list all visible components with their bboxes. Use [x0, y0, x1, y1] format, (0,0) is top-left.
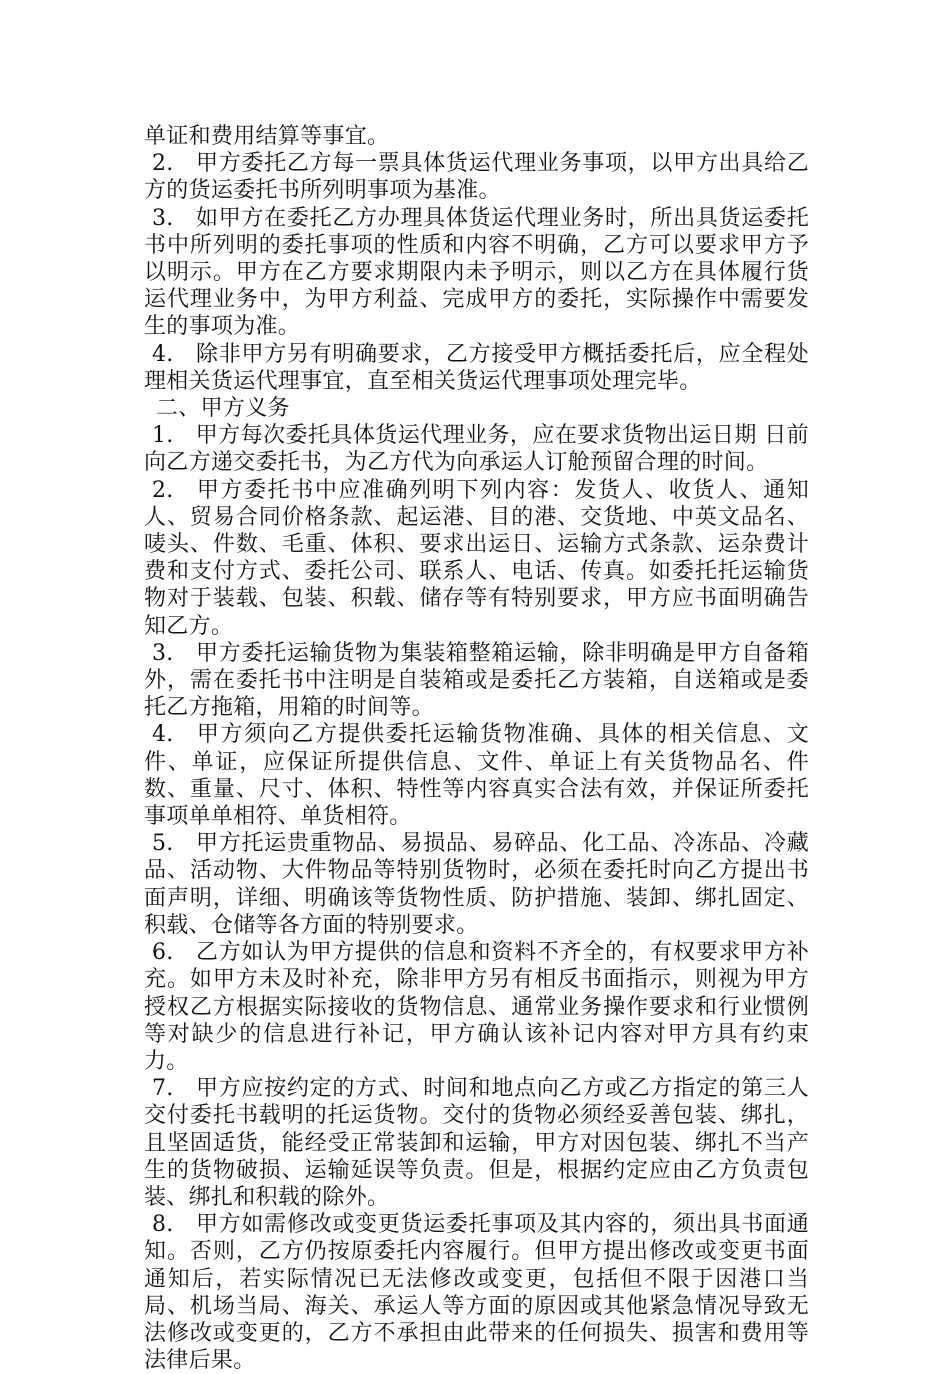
clause-paragraph	[144, 830, 809, 939]
clause-paragraph	[144, 939, 809, 1075]
clause-text: 除非甲方另有明确要求，乙方接受甲方概括委托后，应全程处理相关货运代理事宜，直至相关货运代理事项处理完毕。	[144, 341, 809, 394]
clause-text: 甲方须向乙方提供委托运输货物准确、具体的相关信息、文件、单证，应保证所提供信息、文件、单证上有关货物品名、件数、重量、尺寸、体积、特性等内容真实合法有效，并保证所委托事项单单相符、单货相符。	[144, 722, 809, 830]
clause-number: 3.	[152, 205, 174, 231]
clause-number: 5.	[152, 831, 174, 857]
clause-paragraph	[144, 721, 809, 830]
clause-paragraph	[144, 341, 809, 395]
paragraph	[144, 123, 809, 150]
clause-number: 6.	[152, 940, 174, 966]
section-heading-text: 二、甲方义务	[156, 396, 290, 422]
clause-number: 1.	[152, 423, 174, 449]
clause-number: 2.	[152, 477, 174, 503]
clause-paragraph	[144, 205, 809, 341]
clause-paragraph	[144, 1075, 809, 1211]
clause-text: 甲方委托运输货物为集装箱整箱运输，除非明确是甲方自备箱外，需在委托书中注明是自装箱或是委托乙方装箱，自送箱或是委托乙方拖箱，用箱的时间等。	[144, 640, 809, 721]
paragraph-text: 单证和费用结算等事宜。	[144, 124, 390, 149]
clause-text: 甲方委托书中应准确列明下列内容：发货人、收货人、通知人、贸易合同价格条款、起运港、目的港、交货地、中英文品名、唛头、件数、毛重、体积、要求出运日、运输方式条款、运杂费计费和支付方式、委托公司、联系人、电话、传真。如委托托运输货物对于装载、包装、积载、储存等有特别要求，甲方应书面明确告知乙方。	[144, 477, 809, 639]
clause-number: 2.	[152, 151, 174, 177]
clause-text: 甲方应按约定的方式、时间和地点向乙方或乙方指定的第三人交付委托书载明的托运货物。交付的货物必须经妥善包装、绑扎，且坚固适货，能经受正常装卸和运输，甲方对因包装、绑扎不当产生的货物破损、运输延误等负责。但是，根据约定应由乙方负责包装、绑扎和积载的除外。	[144, 1076, 809, 1210]
clause-text: 甲方委托乙方每一票具体货运代理业务事项，以甲方出具给乙方的货运委托书所列明事项为基准。	[144, 151, 809, 204]
clause-text: 甲方每次委托具体货运代理业务，应在要求货物出运日期 日前向乙方递交委托书，为乙方代为向承运人订舱预留合理的时间。	[144, 423, 809, 476]
clause-number: 3.	[152, 640, 174, 666]
clause-number: 8.	[152, 1212, 174, 1238]
clause-paragraph	[144, 422, 809, 476]
clause-text: 如甲方在委托乙方办理具体货运代理业务时，所出具货运委托书中所列明的委托事项的性质和内容不明确，乙方可以要求甲方予以明示。甲方在乙方要求期限内未予明示，则以乙方在具体履行货运代理业务中，为甲方利益、完成甲方的委托，实际操作中需要发生的事项为准。	[144, 205, 809, 340]
clause-number: 7.	[152, 1076, 174, 1102]
clause-paragraph	[144, 1211, 809, 1374]
document-body	[144, 123, 809, 1374]
clause-paragraph	[144, 477, 809, 640]
clause-paragraph	[144, 640, 809, 722]
clause-number: 4.	[152, 722, 174, 748]
clause-text: 甲方托运贵重物品、易损品、易碎品、化工品、冷冻品、冷藏品、活动物、大件物品等特别货物时，必须在委托时向乙方提出书面声明，详细、明确该等货物性质、防护措施、装卸、绑扎固定、积载、仓储等各方面的特别要求。	[144, 831, 809, 938]
clause-text: 乙方如认为甲方提供的信息和资料不齐全的，有权要求甲方补充。如甲方未及时补充，除非甲方另有相反书面指示，则视为甲方授权乙方根据实际接收的货物信息、通常业务操作要求和行业惯例等对缺少的信息进行补记，甲方确认该补记内容对甲方具有约束力。	[144, 940, 809, 1074]
clause-paragraph	[144, 150, 809, 204]
clause-text: 甲方如需修改或变更货运委托事项及其内容的，须出具书面通知。否则，乙方仍按原委托内容履行。但甲方提出修改或变更书面通知后，若实际情况已无法修改或变更，包括但不限于因港口当局、机场当局、海关、承运人等方面的原因或其他紧急情况导致无法修改或变更的，乙方不承担由此带来的任何损失、损害和费用等法律后果。	[144, 1212, 809, 1374]
clause-number: 4.	[152, 341, 174, 367]
section-heading	[144, 395, 809, 422]
